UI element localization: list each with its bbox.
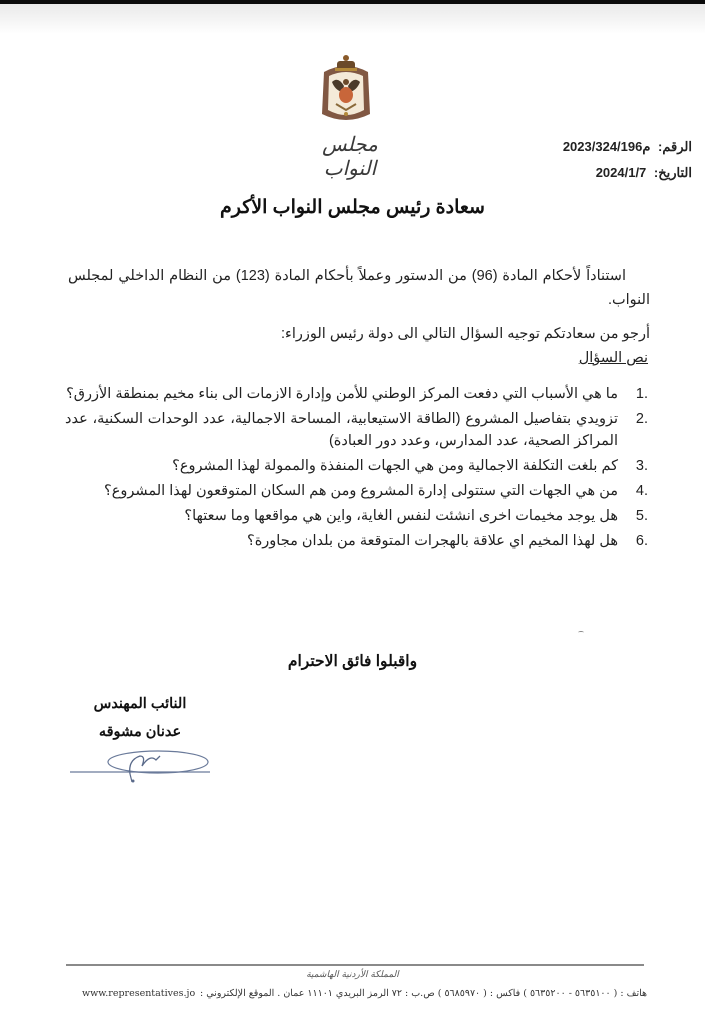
- question-text: ما هي الأسباب التي دفعت المركز الوطني للأمن وإدارة الازمات الى بناء مخيم بمنطقة الأزرق؟: [66, 386, 618, 402]
- intro-paragraph: استناداً لأحكام المادة (96) من الدستور وعملاً بأحكام المادة (123) من النظام الداخلي لمجلس النواب.: [68, 268, 650, 308]
- scan-shade: [0, 4, 705, 34]
- question-section-heading: نص السؤال: [578, 350, 648, 366]
- question-number: 1.: [635, 386, 648, 402]
- question-item: [65, 383, 648, 405]
- signer-name: عدنان مشوقه: [98, 724, 182, 740]
- footer-contact: [82, 988, 647, 999]
- question-item: [65, 480, 648, 502]
- question-item: [65, 505, 648, 527]
- footer-organization: المملكة الأردنية الهاشمية: [306, 970, 399, 980]
- reference-value: م2023/324/196: [562, 139, 651, 154]
- question-number: 6.: [635, 533, 648, 549]
- question-item: [65, 455, 648, 477]
- signer-title: النائب المهندس: [93, 696, 187, 712]
- reference-label: الرقم:: [658, 139, 692, 154]
- footer-website-link[interactable]: www.representatives.jo: [82, 988, 196, 999]
- reference-number: [563, 137, 692, 163]
- footer-contact-details: هاتف : ( ٥٦٣٥١٠٠ - ٥٦٣٥٢٠٠ ) فاكس : ( ٥٦٨٥٩٧٠ ) ص.ب : ٧٢ الرمز البريدي ١١١٠١ عمان . الموقع الإلكتروني :: [200, 988, 647, 999]
- question-text: من هي الجهات التي ستتولى إدارة المشروع ومن هم السكان المتوقعون لهذا المشروع؟: [104, 483, 618, 499]
- question-item: [65, 530, 648, 552]
- request-paragraph: أرجو من سعادتكم توجيه السؤال التالي الى دولة رئيس الوزراء:: [281, 326, 650, 342]
- question-number: 5.: [635, 508, 648, 524]
- jordan-coat-of-arms-icon: [318, 52, 374, 128]
- scan-mark: [578, 631, 584, 634]
- date-label: التاريخ:: [653, 165, 692, 180]
- closing-salutation: واقبلوا فائق الاحترام: [287, 653, 418, 670]
- question-item: [65, 408, 648, 452]
- question-list: [65, 383, 648, 555]
- question-text: هل لهذا المخيم اي علاقة بالهجرات المتوقعة من بلدان مجاورة؟: [247, 533, 618, 549]
- addressee-heading: سعادة رئيس مجلس النواب الأكرم: [220, 197, 485, 218]
- reference-block: [563, 137, 692, 189]
- question-number: 3.: [635, 458, 648, 474]
- question-number: 4.: [635, 483, 648, 499]
- question-text: هل يوجد مخيمات اخرى انشئت لنفس الغاية، واين هي مواقعها وما سعتها؟: [184, 508, 618, 524]
- question-text: تزويدي بتفاصيل المشروع (الطاقة الاستيعابية، المساحة الاجمالية، عدد الوحدات السكنية، عدد المراكز الصحية، عدد المدارس، وعدد دور العبادة): [65, 411, 618, 449]
- council-logo: مجلس النواب: [322, 132, 378, 180]
- question-text: كم بلغت التكلفة الاجمالية ومن هي الجهات المنفذة والممولة لهذا المشروع؟: [172, 458, 618, 474]
- signature-icon: [70, 742, 220, 784]
- date-value: 2024/1/7: [595, 165, 647, 180]
- footer-divider: [66, 964, 644, 966]
- question-number: 2.: [635, 411, 648, 427]
- letter-date: [563, 163, 692, 189]
